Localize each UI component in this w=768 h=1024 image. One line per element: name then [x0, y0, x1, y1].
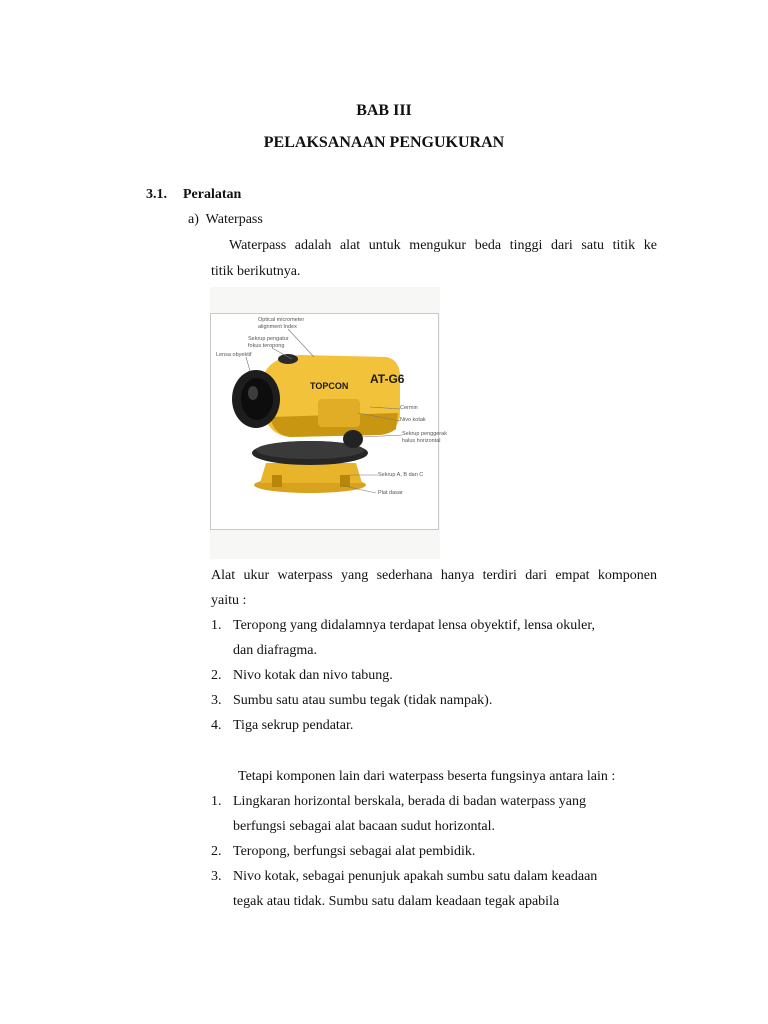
label-sekrup-abc: Sekrup A, B dan C [378, 472, 424, 478]
label-lensa: Lensa obyektif [216, 352, 252, 358]
section-heading [146, 187, 241, 203]
item-text: Nivo kotak dan nivo tabung. [233, 668, 393, 683]
item-number: 3. [211, 693, 222, 708]
label-penggerak-2: halus horizontal [402, 438, 441, 444]
section-title: Peralatan [183, 187, 242, 202]
function-item-3-cont: tegak atau tidak. Sumbu satu dalam keadaan tegak apabila [233, 894, 560, 909]
component-item-4 [211, 718, 353, 734]
fine-motion-screw [343, 430, 363, 448]
functions-intro: Tetapi komponen lain dari waterpass beserta fungsinya antara lain : [238, 769, 616, 784]
focus-knob [278, 354, 298, 364]
label-optical: Optical micrometer [258, 317, 305, 323]
label-penggerak-1: Sekrup penggerak [402, 431, 447, 437]
label-cermin: Cermin [400, 405, 418, 411]
function-item-3 [211, 869, 597, 885]
item-text: Tiga sekrup pendatar. [233, 718, 354, 733]
function-item-1-cont: berfungsi sebagai alat bacaan sudut horizontal. [233, 819, 496, 834]
item-number: 1. [211, 618, 222, 633]
label-plat: Plat dasar [378, 490, 403, 496]
item-number: 1. [211, 794, 222, 809]
chapter-heading: BAB III [356, 102, 412, 119]
label-alignment: alignment Index [258, 324, 297, 330]
item-text: Lingkaran horizontal berskala, berada di badan waterpass yang [233, 794, 586, 809]
label-sekrup-fokus-2: fokus teropong [248, 343, 285, 349]
item-number: 3. [211, 869, 222, 884]
lens-glare [248, 386, 258, 400]
objective-lens [241, 378, 273, 420]
function-item-1 [211, 794, 586, 810]
components-intro-line-1: Alat ukur waterpass yang sederhana hanya terdiri dari empat komponen [211, 568, 657, 583]
component-item-2 [211, 668, 393, 684]
subsection-label: a) [188, 212, 199, 227]
component-item-1-cont: dan diafragma. [233, 643, 317, 658]
brand-text: TOPCON [310, 381, 349, 391]
item-number: 2. [211, 668, 222, 683]
item-text: Teropong yang didalamnya terdapat lensa obyektif, lensa okuler, [233, 618, 595, 633]
section-number: 3.1. [146, 187, 167, 202]
subsection-heading [188, 212, 263, 228]
component-item-3 [211, 693, 492, 709]
item-number: 2. [211, 844, 222, 859]
nivo-housing [318, 399, 360, 427]
chapter-title: PELAKSANAAN PENGUKURAN [263, 134, 505, 151]
subsection-title: Waterpass [205, 212, 263, 227]
intro-line-2: titik berikutnya. [211, 264, 301, 279]
waterpass-illustration [210, 313, 447, 530]
item-text: Teropong, berfungsi sebagai alat pembidik. [233, 844, 476, 859]
item-text: Sumbu satu atau sumbu tegak (tidak nampak). [233, 693, 493, 708]
leveling-screw-a [272, 475, 282, 487]
intro-line-1: Waterpass adalah alat untuk mengukur beda tinggi dari satu titik ke [229, 238, 657, 253]
label-sekrup-fokus-1: Sekrup pengatur [248, 336, 289, 342]
model-text: AT-G6 [370, 372, 405, 386]
item-text: Nivo kotak, sebagai penunjuk apakah sumbu satu dalam keadaan [233, 869, 598, 884]
components-intro-line-2: yaitu : [211, 593, 247, 608]
component-item-1 [211, 618, 595, 634]
label-nivo: Nivo kotak [400, 417, 426, 423]
function-item-2 [211, 844, 475, 860]
item-number: 4. [211, 718, 222, 733]
